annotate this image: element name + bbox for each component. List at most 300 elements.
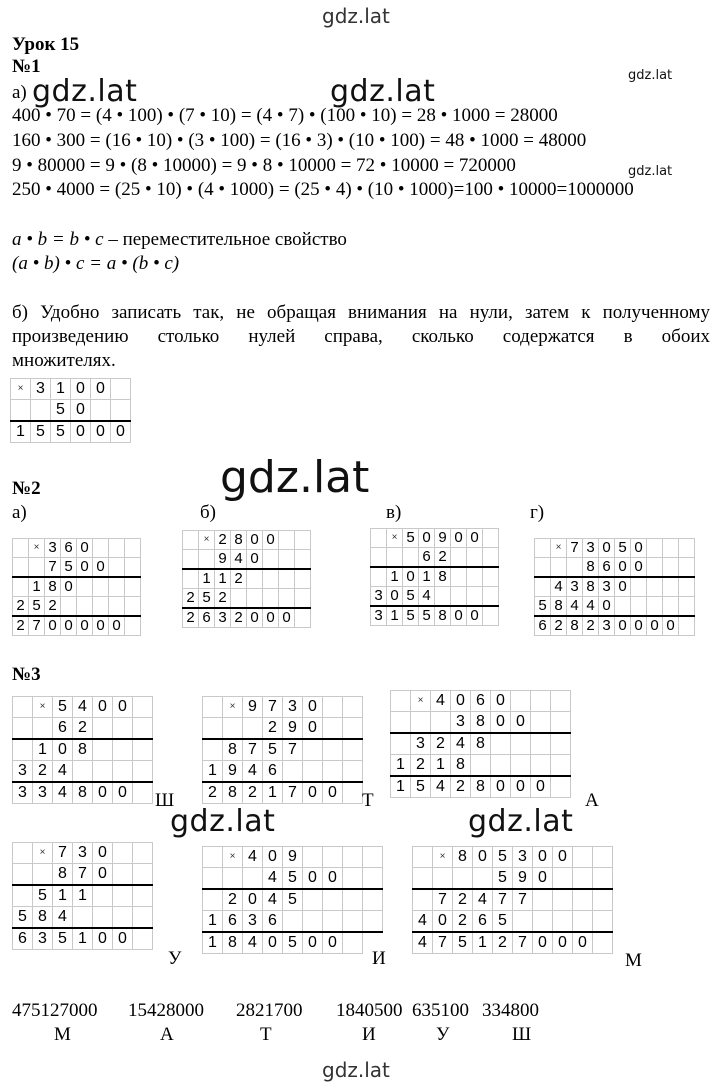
answer-number: 475127000: [12, 1000, 98, 1021]
grid-cell: [303, 739, 323, 761]
grid-cell: 9: [223, 761, 243, 783]
grid-cell: [593, 889, 613, 911]
grid-cell: [243, 718, 263, 740]
grid-cell: 0: [451, 606, 467, 626]
grid-cell: 4: [473, 889, 493, 911]
grid-cell: [343, 739, 363, 761]
grid-cell: 5: [33, 885, 53, 907]
grid-cell: [343, 718, 363, 740]
grid-cell: 3: [33, 782, 53, 804]
grid-cell: 0: [61, 577, 77, 597]
grid-cell: [113, 739, 133, 761]
grid-cell: 4: [419, 587, 435, 607]
associative-formula: (a • b) • c = a • (b • c): [12, 253, 180, 274]
grid-cell: 5: [53, 928, 73, 950]
grid-cell: [513, 911, 533, 933]
grid-cell: 1: [387, 606, 403, 626]
grid-cell: 0: [77, 616, 93, 636]
grid-cell: [31, 400, 51, 422]
grid-cell: [593, 847, 613, 868]
grid-cell: 5: [53, 697, 73, 718]
grid-cell: 1: [203, 911, 223, 933]
grid-cell: [303, 911, 323, 933]
grid-cell: [647, 558, 663, 578]
grid-cell: [125, 597, 141, 617]
watermark: gdz.lat: [170, 804, 276, 839]
grid-cell: 0: [303, 932, 323, 954]
grid-cell: 1: [73, 928, 93, 950]
grid-cell: 0: [109, 616, 125, 636]
grid-cell: [109, 597, 125, 617]
grid-cell: [263, 550, 279, 570]
grid-cell: 4: [551, 577, 567, 597]
grid-cell: [111, 400, 131, 422]
grid-cell: 4: [73, 697, 93, 718]
grid-cell: 2: [435, 548, 451, 568]
grid-cell: 0: [247, 550, 263, 570]
grid-cell: 5: [29, 597, 45, 617]
grid-cell: 0: [71, 379, 91, 400]
grid-cell: [93, 539, 109, 558]
grid-cell: [631, 577, 647, 597]
grid-cell: [343, 889, 363, 911]
grid-cell: 0: [303, 718, 323, 740]
grid-cell: 3: [13, 761, 33, 783]
grid-cell: [13, 718, 33, 740]
grid-cell: [303, 761, 323, 783]
grid-cell: 2: [453, 889, 473, 911]
grid-cell: [391, 712, 411, 734]
grid-cell: 0: [93, 697, 113, 718]
grid-cell: [403, 548, 419, 568]
multiplication-grid: [10, 378, 131, 443]
watermark-top: gdz.lat: [322, 4, 390, 28]
grid-cell: 9: [283, 847, 303, 868]
grid-cell: 1: [29, 577, 45, 597]
grid-cell: 5: [419, 606, 435, 626]
grid-cell: [323, 761, 343, 783]
grid-cell: 7: [433, 889, 453, 911]
grid-cell: 0: [77, 539, 93, 558]
grid-cell: 0: [511, 712, 531, 734]
grid-cell: [363, 868, 383, 890]
grid-cell: 7: [263, 697, 283, 718]
grid-cell: 0: [615, 558, 631, 578]
grid-cell: [615, 597, 631, 617]
grid-cell: 0: [263, 608, 279, 628]
grid-cell: [663, 558, 679, 578]
times-sign: ×: [411, 691, 431, 712]
grid-cell: 6: [473, 911, 493, 933]
grid-cell: 0: [631, 539, 647, 558]
grid-cell: 3: [583, 539, 599, 558]
grid-cell: [13, 539, 29, 558]
grid-cell: 0: [491, 712, 511, 734]
grid-cell: 1: [473, 932, 493, 954]
grid-cell: 0: [451, 691, 471, 712]
grid-cell: [13, 885, 33, 907]
grid-cell: [323, 847, 343, 868]
answer-letter: Ш: [512, 1024, 532, 1045]
grid-cell: [11, 400, 31, 422]
grid-cell: 0: [45, 616, 61, 636]
grid-cell: 1: [203, 761, 223, 783]
grid-cell: [125, 539, 141, 558]
grid-cell: 9: [283, 718, 303, 740]
grid-cell: [531, 712, 551, 734]
grid-cell: 8: [471, 776, 491, 798]
grid-cell: [279, 589, 295, 609]
grid-cell: 0: [467, 606, 483, 626]
grid-cell: 2: [183, 608, 199, 628]
grid-cell: 4: [243, 847, 263, 868]
grid-cell: 6: [263, 911, 283, 933]
multiplication-grid: [12, 696, 153, 804]
grid-cell: 2: [411, 755, 431, 777]
grid-cell: [511, 733, 531, 755]
grid-cell: 0: [71, 421, 91, 443]
grid-cell: 5: [493, 847, 513, 868]
grid-cell: 0: [419, 529, 435, 548]
grid-cell: 0: [573, 932, 593, 954]
grid-cell: 4: [53, 907, 73, 929]
grid-cell: [199, 550, 215, 570]
grid-cell: [679, 616, 695, 636]
grid-cell: [679, 539, 695, 558]
grid-cell: 8: [435, 606, 451, 626]
equation-line: 160 • 300 = (16 • 10) • (3 • 100) = (16 • 3) • (10 • 100) = 48 • 1000 = 48000: [12, 130, 587, 151]
grid-cell: 2: [45, 597, 61, 617]
grid-cell: [631, 597, 647, 617]
answer-letter: У: [168, 948, 182, 969]
grid-cell: 8: [451, 755, 471, 777]
grid-cell: 0: [279, 608, 295, 628]
grid-cell: 7: [513, 932, 533, 954]
grid-cell: [511, 755, 531, 777]
answer-letter: Т: [362, 790, 374, 811]
grid-cell: [551, 733, 571, 755]
grid-cell: [263, 589, 279, 609]
grid-cell: 6: [535, 616, 551, 636]
grid-cell: [413, 868, 433, 890]
grid-cell: 2: [203, 782, 223, 804]
grid-cell: 4: [243, 932, 263, 954]
grid-cell: 3: [33, 928, 53, 950]
grid-cell: [133, 843, 153, 864]
grid-cell: [413, 847, 433, 868]
grid-cell: [231, 589, 247, 609]
grid-cell: 8: [223, 739, 243, 761]
grid-cell: 0: [77, 558, 93, 578]
equation-line: 250 • 4000 = (25 • 10) • (4 • 1000) = (25 • 4) • (10 • 1000)=100 • 10000=1000000: [12, 179, 634, 200]
grid-cell: [551, 712, 571, 734]
grid-cell: [363, 911, 383, 933]
watermark-bottom: gdz.lat: [322, 1058, 390, 1082]
grid-cell: 0: [387, 587, 403, 607]
multiplication-grid: [202, 696, 363, 804]
grid-cell: [663, 597, 679, 617]
grid-cell: 0: [91, 421, 111, 443]
grid-cell: 2: [493, 932, 513, 954]
grid-cell: [93, 597, 109, 617]
grid-cell: 3: [513, 847, 533, 868]
grid-cell: 4: [431, 691, 451, 712]
grid-cell: [133, 907, 153, 929]
grid-cell: [183, 569, 199, 589]
grid-cell: [593, 911, 613, 933]
grid-cell: 0: [533, 932, 553, 954]
grid-cell: [467, 587, 483, 607]
grid-cell: [553, 911, 573, 933]
grid-cell: [535, 539, 551, 558]
grid-cell: [431, 712, 451, 734]
grid-cell: 5: [13, 907, 33, 929]
task1-label: №1: [12, 56, 41, 77]
equation-line: 9 • 80000 = 9 • (8 • 10000) = 9 • 8 • 10000 = 72 • 10000 = 720000: [12, 155, 516, 176]
grid-cell: 1: [73, 885, 93, 907]
grid-cell: 5: [283, 932, 303, 954]
grid-cell: 1: [33, 739, 53, 761]
grid-cell: 0: [615, 616, 631, 636]
grid-cell: [203, 718, 223, 740]
grid-cell: [13, 843, 33, 864]
watermark: gdz.lat: [32, 74, 138, 109]
grid-cell: 0: [647, 616, 663, 636]
grid-cell: 2: [453, 911, 473, 933]
grid-cell: 0: [533, 868, 553, 890]
grid-cell: [371, 567, 387, 587]
grid-cell: 7: [73, 864, 93, 886]
answer-letter: А: [160, 1024, 174, 1045]
grid-cell: [295, 608, 311, 628]
answer-number: 15428000: [128, 1000, 204, 1021]
watermark: gdz.lat: [628, 68, 673, 83]
explanation-line: б) Удобно записать так, не обращая внимания на нули, затем к полученному: [12, 302, 710, 323]
grid-cell: 7: [45, 558, 61, 578]
grid-cell: 0: [531, 776, 551, 798]
grid-cell: 0: [599, 539, 615, 558]
grid-cell: 0: [263, 932, 283, 954]
grid-cell: 2: [73, 718, 93, 740]
grid-cell: [133, 697, 153, 718]
grid-cell: 5: [51, 400, 71, 422]
grid-cell: 2: [215, 531, 231, 550]
grid-cell: [113, 864, 133, 886]
grid-cell: [647, 597, 663, 617]
grid-cell: 3: [31, 379, 51, 400]
grid-cell: [471, 755, 491, 777]
grid-cell: [573, 911, 593, 933]
task3-label: №3: [12, 664, 41, 685]
grid-cell: 0: [263, 531, 279, 550]
grid-cell: 0: [113, 697, 133, 718]
grid-cell: 5: [283, 889, 303, 911]
answer-letter: Т: [260, 1024, 272, 1045]
grid-cell: [473, 868, 493, 890]
multiplication-grid: [12, 842, 153, 950]
grid-cell: [553, 889, 573, 911]
grid-cell: 6: [199, 608, 215, 628]
grid-cell: 0: [323, 932, 343, 954]
grid-cell: [77, 577, 93, 597]
grid-cell: 8: [231, 531, 247, 550]
grid-cell: 0: [511, 776, 531, 798]
grid-cell: 2: [223, 889, 243, 911]
grid-cell: 5: [283, 868, 303, 890]
grid-cell: 3: [567, 577, 583, 597]
grid-cell: 0: [663, 616, 679, 636]
grid-cell: 0: [553, 932, 573, 954]
grid-cell: [467, 567, 483, 587]
grid-cell: [295, 531, 311, 550]
multiplication-grid: [182, 530, 311, 628]
grid-cell: 4: [413, 932, 433, 954]
grid-cell: 1: [199, 569, 215, 589]
grid-cell: 0: [473, 847, 493, 868]
grid-cell: [491, 733, 511, 755]
grid-cell: 5: [453, 932, 473, 954]
grid-cell: 5: [61, 558, 77, 578]
grid-cell: [223, 868, 243, 890]
grid-cell: [13, 577, 29, 597]
grid-cell: [573, 889, 593, 911]
grid-cell: [73, 761, 93, 783]
grid-cell: [679, 577, 695, 597]
grid-cell: [531, 733, 551, 755]
grid-cell: [93, 885, 113, 907]
grid-cell: 2: [33, 761, 53, 783]
answer-letter: М: [54, 1024, 71, 1045]
grid-cell: 6: [471, 691, 491, 712]
grid-cell: 1: [263, 782, 283, 804]
grid-cell: [133, 864, 153, 886]
grid-cell: [183, 531, 199, 550]
grid-cell: [133, 761, 153, 783]
grid-cell: [483, 587, 499, 607]
grid-cell: 3: [45, 539, 61, 558]
grid-cell: [203, 868, 223, 890]
grid-cell: 2: [215, 589, 231, 609]
grid-cell: 9: [215, 550, 231, 570]
grid-cell: [413, 889, 433, 911]
grid-cell: [451, 567, 467, 587]
grid-cell: [663, 539, 679, 558]
grid-cell: 1: [419, 567, 435, 587]
answer-number: 635100: [412, 1000, 469, 1021]
grid-cell: 4: [243, 761, 263, 783]
grid-cell: [391, 691, 411, 712]
task1-a-label: а): [12, 82, 27, 103]
grid-cell: 6: [263, 761, 283, 783]
multiplication-grid: [412, 846, 613, 954]
grid-cell: [109, 577, 125, 597]
grid-cell: [243, 868, 263, 890]
property-line: [12, 229, 347, 251]
grid-cell: 0: [247, 531, 263, 550]
grid-cell: 4: [53, 782, 73, 804]
times-sign: ×: [433, 847, 453, 868]
grid-cell: 3: [599, 616, 615, 636]
grid-cell: [533, 889, 553, 911]
grid-cell: 2: [451, 776, 471, 798]
grid-cell: [323, 718, 343, 740]
grid-cell: 0: [631, 558, 647, 578]
grid-cell: 2: [13, 616, 29, 636]
grid-cell: [343, 868, 363, 890]
grid-cell: 6: [13, 928, 33, 950]
answer-letter: И: [362, 1024, 376, 1045]
grid-cell: 4: [53, 761, 73, 783]
grid-cell: 3: [371, 606, 387, 626]
grid-cell: 2: [13, 597, 29, 617]
grid-cell: 8: [583, 558, 599, 578]
grid-cell: [343, 847, 363, 868]
grid-cell: 7: [283, 739, 303, 761]
grid-cell: 0: [631, 616, 647, 636]
grid-cell: [133, 739, 153, 761]
grid-cell: 0: [467, 529, 483, 548]
grid-cell: 0: [491, 776, 511, 798]
grid-cell: [13, 864, 33, 886]
times-sign: ×: [199, 531, 215, 550]
grid-cell: [533, 911, 553, 933]
grid-cell: 2: [551, 616, 567, 636]
grid-cell: [371, 529, 387, 548]
grid-cell: [61, 597, 77, 617]
grid-cell: [387, 548, 403, 568]
grid-cell: [593, 868, 613, 890]
grid-cell: [295, 569, 311, 589]
grid-cell: 2: [583, 616, 599, 636]
task2-label: №2: [12, 478, 41, 499]
grid-cell: 0: [93, 843, 113, 864]
lesson-title: Урок 15: [12, 34, 80, 55]
grid-cell: [283, 761, 303, 783]
grid-cell: [531, 691, 551, 712]
grid-cell: 0: [433, 911, 453, 933]
grid-cell: 3: [371, 587, 387, 607]
grid-cell: 8: [471, 712, 491, 734]
grid-cell: [113, 885, 133, 907]
grid-cell: 0: [243, 889, 263, 911]
grid-cell: 8: [33, 907, 53, 929]
times-sign: ×: [29, 539, 45, 558]
grid-cell: 1: [431, 755, 451, 777]
grid-cell: [483, 606, 499, 626]
grid-cell: 0: [93, 928, 113, 950]
grid-cell: [573, 868, 593, 890]
grid-cell: 1: [51, 379, 71, 400]
grid-cell: 0: [113, 928, 133, 950]
grid-cell: 7: [283, 782, 303, 804]
grid-cell: [113, 907, 133, 929]
grid-cell: 1: [391, 776, 411, 798]
grid-cell: 3: [73, 843, 93, 864]
grid-cell: [371, 548, 387, 568]
grid-cell: [295, 550, 311, 570]
grid-cell: [133, 782, 153, 804]
grid-cell: 0: [93, 616, 109, 636]
grid-cell: [573, 847, 593, 868]
watermark: gdz.lat: [330, 74, 436, 109]
watermark: gdz.lat: [628, 164, 673, 179]
subtask-label: г): [530, 502, 545, 523]
grid-cell: 0: [323, 782, 343, 804]
grid-cell: 0: [533, 847, 553, 868]
grid-cell: 0: [303, 782, 323, 804]
equation-line: 400 • 70 = (4 • 100) • (7 • 10) = (4 • 7) • (100 • 10) = 28 • 1000 = 28000: [12, 105, 558, 126]
grid-cell: 5: [493, 868, 513, 890]
